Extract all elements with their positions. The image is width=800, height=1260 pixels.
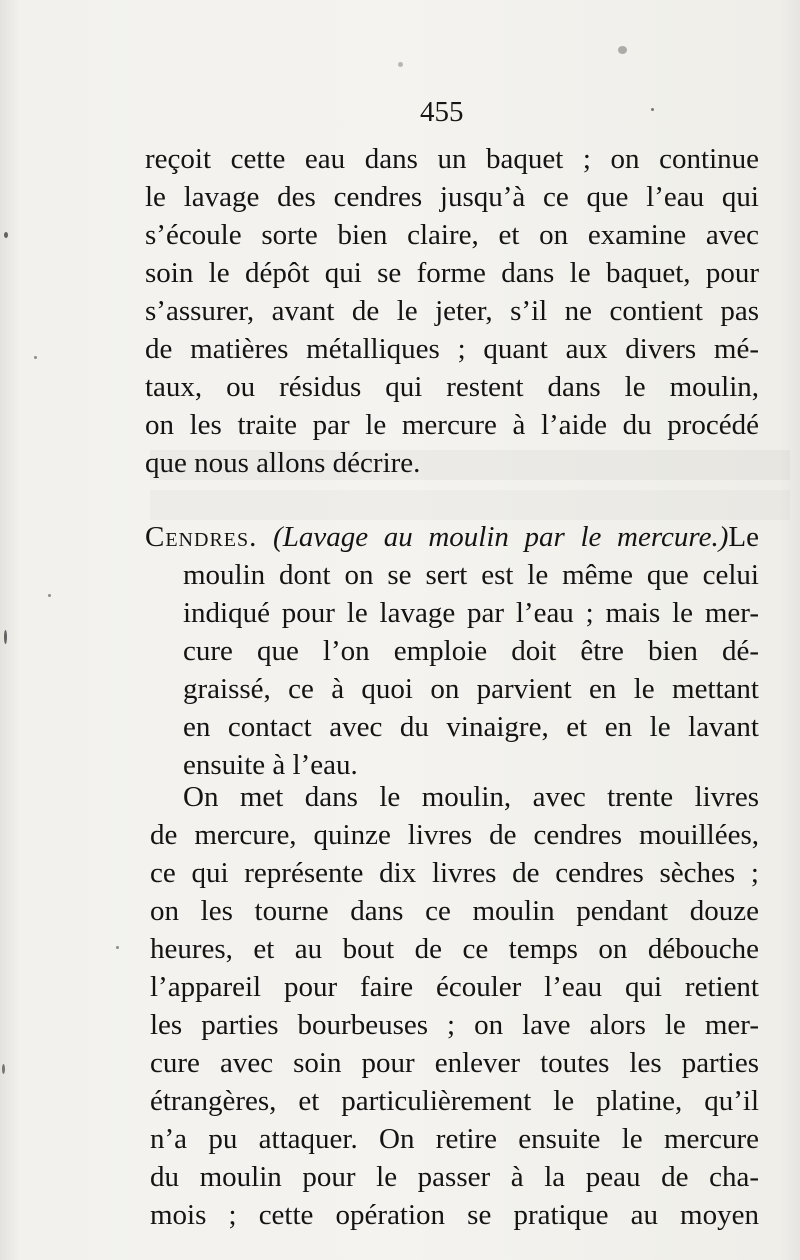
text-line: n’a pu attaquer. On retire ensuite le mercure bbox=[150, 1123, 759, 1155]
text-line: on les tourne dans ce moulin pendant douze bbox=[150, 895, 759, 927]
text-line: que nous allons décrire. bbox=[145, 447, 421, 479]
text-line: taux, ou résidus qui restent dans le moulin, bbox=[145, 371, 759, 403]
dust-speck bbox=[651, 108, 654, 111]
dust-speck bbox=[4, 232, 8, 238]
show-through-stain bbox=[150, 490, 790, 520]
text-line: le lavage des cendres jusqu’à ce que l’eau qui bbox=[145, 181, 759, 213]
page-number: 455 bbox=[420, 96, 464, 128]
text-line: de mercure, quinze livres de cendres mouillées, bbox=[150, 819, 759, 851]
text-line: heures, et au bout de ce temps on débouche bbox=[150, 933, 759, 965]
dust-speck bbox=[48, 594, 51, 597]
dust-speck bbox=[398, 62, 403, 67]
dust-speck bbox=[618, 46, 627, 54]
dust-speck bbox=[116, 946, 119, 949]
text-line: du moulin pour le passer à la peau de cha- bbox=[150, 1161, 759, 1193]
dust-speck bbox=[34, 356, 37, 359]
section-subtitle: (Lavage au moulin par le mercure.) bbox=[273, 521, 729, 553]
text-line: cure avec soin pour enlever toutes les parties bbox=[150, 1047, 759, 1079]
section-title: Cendres. bbox=[145, 521, 258, 553]
text-line: graissé, ce à quoi on parvient en le mettant bbox=[183, 673, 759, 705]
text-line: indiqué pour le lavage par l’eau ; mais le mer- bbox=[183, 597, 759, 629]
text-line: en contact avec du vinaigre, et en le lavant bbox=[183, 711, 759, 743]
dust-speck bbox=[4, 630, 7, 644]
text-line: ce qui représente dix livres de cendres sèches ; bbox=[150, 857, 759, 889]
dust-speck bbox=[2, 1064, 5, 1074]
text-line: cure que l’on emploie doit être bien dé- bbox=[183, 635, 759, 667]
text-line: on les traite par le mercure à l’aide du procédé bbox=[145, 409, 759, 441]
text-line: l’appareil pour faire écouler l’eau qui retient bbox=[150, 971, 759, 1003]
text-line: s’assurer, avant de le jeter, s’il ne contient pas bbox=[145, 295, 759, 327]
text-line: moulin dont on se sert est le même que celui bbox=[183, 559, 759, 591]
text-line: de matières métalliques ; quant aux divers mé- bbox=[145, 333, 759, 365]
section-lead-word: Le bbox=[728, 521, 759, 553]
text-line: On met dans le moulin, avec trente livres bbox=[183, 781, 759, 813]
text-line: reçoit cette eau dans un baquet ; on continue bbox=[145, 143, 759, 175]
text-line: étrangères, et particulièrement le platine, qu’il bbox=[150, 1085, 759, 1117]
text-line: ensuite à l’eau. bbox=[183, 749, 358, 781]
text-line: soin le dépôt qui se forme dans le baquet, pour bbox=[145, 257, 759, 289]
section-heading-line bbox=[145, 518, 759, 556]
text-line: les parties bourbeuses ; on lave alors le mer- bbox=[150, 1009, 759, 1041]
text-line: s’écoule sorte bien claire, et on examine avec bbox=[145, 219, 759, 251]
text-line: mois ; cette opération se pratique au moyen bbox=[150, 1199, 759, 1231]
